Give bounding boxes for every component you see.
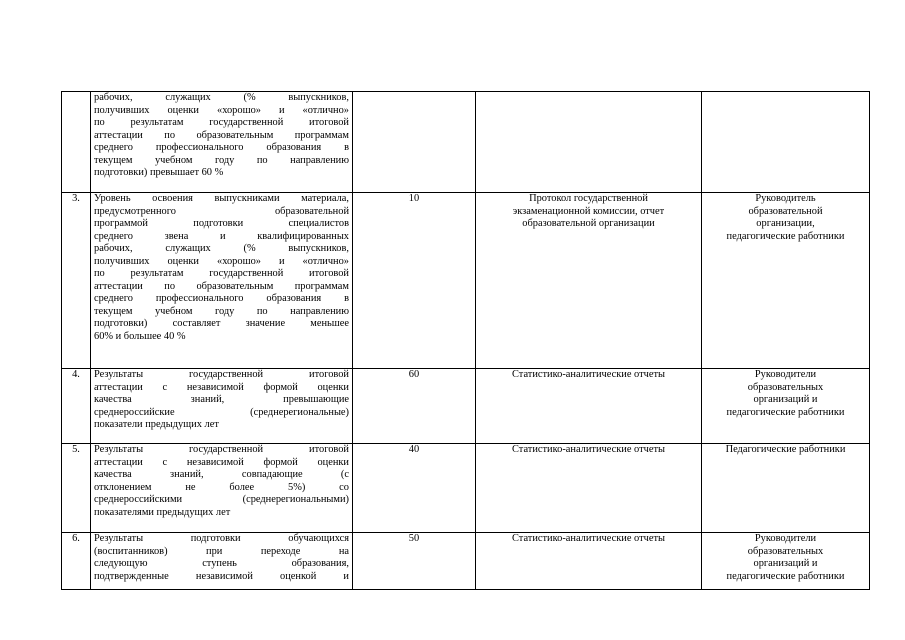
responsible-line: педагогические работники — [726, 230, 845, 242]
indicator-line: аттестации с независимой формой оценки — [94, 381, 349, 393]
indicator-line: среднего профессионального образования в — [94, 293, 349, 305]
responsible-line: организации, — [756, 218, 815, 230]
indicator-line: по результатам государственной итоговой — [94, 117, 349, 129]
indicator-line: аттестации с независимой формой оценки — [94, 456, 349, 468]
source-line: Статистико-аналитические отчеты — [511, 369, 665, 380]
source-cell — [476, 193, 702, 369]
source-line: Статистико-аналитические отчеты — [511, 533, 665, 544]
indicator-line: показателями предыдущих лет — [94, 506, 231, 518]
points-cell: 60 — [353, 369, 476, 444]
indicator-line: текущем учебном году по направлению — [94, 154, 349, 166]
source-cell — [476, 92, 702, 193]
indicator-line: Результаты государственной итоговой — [94, 369, 349, 380]
indicator-line: получивших оценки «хорошо» и «отлично» — [94, 255, 349, 267]
criteria-table — [61, 91, 870, 590]
indicator-line: предусмотренного образовательной — [94, 205, 349, 217]
indicator-line: 60% и большее 40 % — [94, 331, 186, 343]
responsible-line: организаций и — [753, 394, 818, 406]
indicator-line: Результаты государственной итоговой — [94, 444, 349, 455]
indicator-line: качества знаний, превышающие — [94, 394, 349, 406]
source-line: Протокол государственной — [529, 193, 648, 204]
indicator-line: получивших оценки «хорошо» и «отлично» — [94, 104, 349, 116]
responsible-cell — [702, 369, 870, 444]
indicator-line: Результаты подготовки обучающихся — [94, 533, 349, 544]
points-cell: 40 — [353, 444, 476, 533]
indicator-line: рабочих, служащих (% выпускников, — [94, 243, 349, 255]
responsible-line: педагогические работники — [726, 406, 845, 418]
indicator-line: Уровень освоения выпускниками материала, — [94, 193, 349, 204]
table-row — [62, 533, 870, 590]
indicator-line: показатели предыдущих лет — [94, 419, 219, 431]
responsible-cell — [702, 193, 870, 369]
source-cell — [476, 444, 702, 533]
table-row — [62, 444, 870, 533]
indicator-cell — [91, 369, 353, 444]
row-number: 3. — [62, 193, 91, 369]
table-row — [62, 369, 870, 444]
indicator-line: среднего звена и квалифицированных — [94, 230, 349, 242]
responsible-line: Руководитель — [755, 193, 816, 204]
table-row — [62, 92, 870, 193]
row-number: 5. — [62, 444, 91, 533]
responsible-line: организаций и — [753, 558, 818, 570]
source-cell — [476, 369, 702, 444]
criteria-table-body — [62, 92, 870, 590]
source-cell — [476, 533, 702, 590]
row-number: 4. — [62, 369, 91, 444]
indicator-line: аттестации по образовательным программам — [94, 129, 349, 141]
indicator-line: отклонением не более 5%) со — [94, 481, 349, 493]
indicator-line: качества знаний, совпадающие (с — [94, 469, 349, 481]
responsible-line: Педагогические работники — [725, 444, 846, 455]
indicator-cell — [91, 193, 353, 369]
responsible-line: Руководители — [754, 533, 817, 544]
indicator-line: программой подготовки специалистов — [94, 218, 349, 230]
row-number — [62, 92, 91, 193]
indicator-line: текущем учебном году по направлению — [94, 305, 349, 317]
indicator-line: по результатам государственной итоговой — [94, 268, 349, 280]
responsible-line: образовательных — [747, 381, 824, 393]
source-line: экзаменационной комиссии, отчет — [512, 205, 665, 217]
indicator-cell — [91, 533, 353, 590]
responsible-line: Руководители — [754, 369, 817, 380]
indicator-line: подготовки) составляет значение меньшее — [94, 318, 349, 330]
responsible-line: педагогические работники — [726, 570, 845, 582]
indicator-line: среднероссийскими (среднерегиональными) — [94, 494, 349, 506]
responsible-cell — [702, 444, 870, 533]
indicator-line: среднероссийские (среднерегиональные) — [94, 406, 349, 418]
indicator-line: аттестации по образовательным программам — [94, 280, 349, 292]
indicator-line: среднего профессионального образования в — [94, 142, 349, 154]
responsible-line: образовательных — [747, 545, 824, 557]
indicator-cell — [91, 92, 353, 193]
responsible-cell — [702, 92, 870, 193]
indicator-line: (воспитанников) при переходе на — [94, 545, 349, 557]
indicator-line: рабочих, служащих (% выпускников, — [94, 92, 349, 103]
indicator-line: подготовки) превышает 60 % — [94, 167, 224, 179]
indicator-cell — [91, 444, 353, 533]
points-cell: 10 — [353, 193, 476, 369]
points-cell — [353, 92, 476, 193]
responsible-cell — [702, 533, 870, 590]
row-number: 6. — [62, 533, 91, 590]
responsible-line: образовательной — [748, 205, 823, 217]
indicator-line: подтвержденные независимой оценкой и — [94, 570, 349, 582]
source-line: образовательной организации — [522, 218, 655, 230]
indicator-line: следующую ступень образования, — [94, 558, 349, 570]
table-row — [62, 193, 870, 369]
source-line: Статистико-аналитические отчеты — [511, 444, 665, 455]
points-cell: 50 — [353, 533, 476, 590]
